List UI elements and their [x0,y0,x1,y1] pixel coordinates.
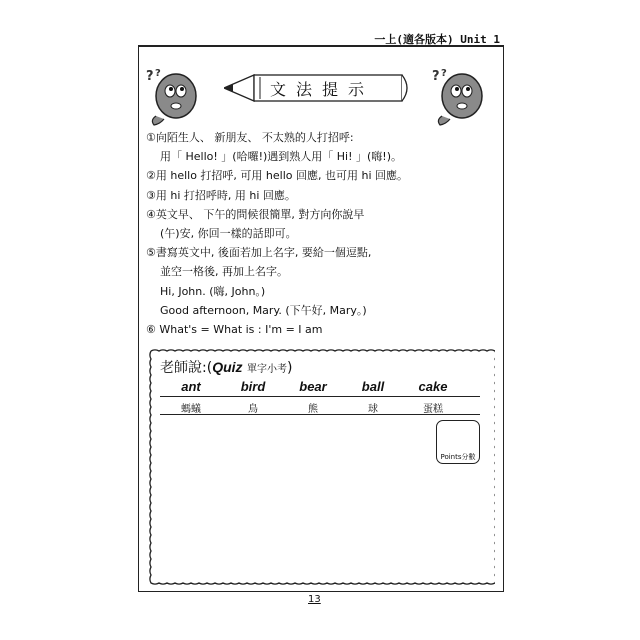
svg-text:?: ? [441,68,447,79]
vocab-word: ant [181,379,201,394]
running-header: 一上(適各版本) Unit 1 [374,33,500,46]
note-line: ⑥ What's = What is : I'm = I am [146,322,323,336]
vocab-meaning: 球 [368,404,378,415]
page-number: 13 [308,594,321,605]
note-line: 並空一格後, 再加上名字。 [160,265,288,279]
vocab-word: ball [361,379,385,394]
example-line: Good afternoon, Mary. (下午好, Mary。) [160,303,367,317]
thinking-face-icon [144,66,200,126]
quiz-label: Quiz [212,359,243,375]
vocab-meaning: 鳥 [248,404,258,415]
svg-text:?: ? [146,69,154,84]
note-line: ①向陌生人、 新朋友、 不太熟的人打招呼: [146,131,354,144]
vocab-word: cake [418,379,448,394]
note-line: ④英文早、 下午的問候很簡單, 對方向你說早 [146,207,365,221]
vocab-meaning: 蛋糕 [423,404,443,415]
points-label: Points分數 [440,453,476,461]
grammar-notes [146,128,498,339]
thinking-face-icon-right [430,66,486,126]
note-line: ⑤書寫英文中, 後面若加上名字, 要給一個逗點, [146,246,372,260]
note-line: ②用 hello 打招呼, 可用 hello 回應, 也可用 hi 回應。 [146,169,409,183]
note-line: ③用 hi 打招呼時, 用 hi 回應。 [146,188,296,202]
svg-text:?: ? [155,68,161,79]
quiz-suffix: ) [286,360,293,376]
quiz-title [160,357,292,377]
note-line: 用「 Hello! 」(哈囉!)遇到熟人用「 Hi! 」(嗨!)。 [160,150,402,164]
vocab-word: bird [240,379,266,394]
svg-text:?: ? [432,69,440,84]
example-line: Hi, John. (嗨, John。) [160,284,266,298]
vocab-word: bear [299,379,327,394]
vocab-meaning: 螞蟻 [181,404,201,415]
quiz-rule-top [160,396,480,397]
section-title: 文法提示 [269,80,374,99]
vocab-meaning: 熊 [308,404,318,415]
quiz-subtitle: 單字小考 [246,364,287,375]
quiz-prefix: 老師說:( [160,360,213,376]
note-line: (午)安, 你回一樣的話即可。 [160,226,297,240]
